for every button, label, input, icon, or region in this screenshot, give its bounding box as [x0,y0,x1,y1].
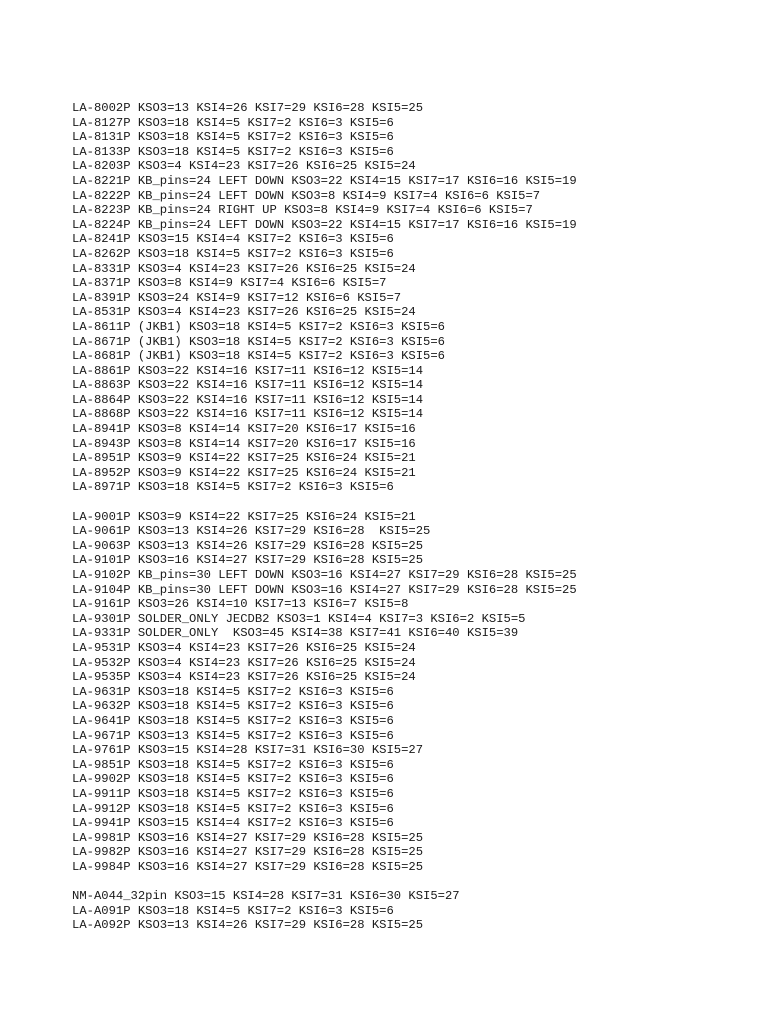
text-line: LA-8671P (JKB1) KSO3=18 KSI4=5 KSI7=2 KSI6=3 KSI5=6 [72,334,445,349]
text-line: LA-8131P KSO3=18 KSI4=5 KSI7=2 KSI6=3 KSI5=6 [72,130,394,145]
text-line: NM-A044_32pin KSO3=15 KSI4=28 KSI7=31 KSI6=30 KSI5=27 [72,889,460,904]
text-block [72,889,758,933]
text-line: LA-8127P KSO3=18 KSI4=5 KSI7=2 KSI6=3 KSI5=6 [72,115,394,130]
text-line: LA-8681P (JKB1) KSO3=18 KSI4=5 KSI7=2 KSI6=3 KSI5=6 [72,349,445,364]
text-line: LA-8224P KB_pins=24 LEFT DOWN KSO3=22 KSI4=15 KSI7=17 KSI6=16 KSI5=19 [72,217,577,232]
text-line: LA-9851P KSO3=18 KSI4=5 KSI7=2 KSI6=3 KSI5=6 [72,757,394,772]
text-line: LA-8221P KB_pins=24 LEFT DOWN KSO3=22 KSI4=15 KSI7=17 KSI6=16 KSI5=19 [72,173,577,188]
text-line: LA-8868P KSO3=22 KSI4=16 KSI7=11 KSI6=12 KSI5=14 [72,407,424,422]
text-line: LA-9641P KSO3=18 KSI4=5 KSI7=2 KSI6=3 KSI5=6 [72,713,394,728]
text-line: LA-9061P KSO3=13 KSI4=26 KSI7=29 KSI6=28 KSI5=25 [72,524,431,539]
text-line: LA-9001P KSO3=9 KSI4=22 KSI7=25 KSI6=24 KSI5=21 [72,509,416,524]
text-block [72,101,758,495]
text-line: LA-9301P SOLDER_ONLY JECDB2 KSO3=1 KSI4=4 KSI7=3 KSI6=2 KSI5=5 [72,611,526,626]
text-line: LA-8611P (JKB1) KSO3=18 KSI4=5 KSI7=2 KSI6=3 KSI5=6 [72,319,445,334]
text-line: LA-9535P KSO3=4 KSI4=23 KSI7=26 KSI6=25 KSI5=24 [72,670,416,685]
text-line: LA-9532P KSO3=4 KSI4=23 KSI7=26 KSI6=25 KSI5=24 [72,655,416,670]
text-line: LA-8203P KSO3=4 KSI4=23 KSI7=26 KSI6=25 KSI5=24 [72,159,416,174]
text-line: LA-9101P KSO3=16 KSI4=27 KSI7=29 KSI6=28 KSI5=25 [72,553,424,568]
text-line: LA-9984P KSO3=16 KSI4=27 KSI7=29 KSI6=28 KSI5=25 [72,859,424,874]
text-line: LA-9902P KSO3=18 KSI4=5 KSI7=2 KSI6=3 KSI5=6 [72,772,394,787]
text-line: LA-8241P KSO3=15 KSI4=4 KSI7=2 KSI6=3 KSI5=6 [72,232,394,247]
text-line: LA-9982P KSO3=16 KSI4=27 KSI7=29 KSI6=28 KSI5=25 [72,845,424,860]
text-line: LA-A092P KSO3=13 KSI4=26 KSI7=29 KSI6=28 KSI5=25 [72,918,424,933]
text-line: LA-8952P KSO3=9 KSI4=22 KSI7=25 KSI6=24 KSI5=21 [72,465,416,480]
text-line: LA-9102P KB_pins=30 LEFT DOWN KSO3=16 KSI4=27 KSI7=29 KSI6=28 KSI5=25 [72,568,577,582]
text-line: LA-8951P KSO3=9 KSI4=22 KSI7=25 KSI6=24 KSI5=21 [72,451,416,466]
text-line: LA-9911P KSO3=18 KSI4=5 KSI7=2 KSI6=3 KSI5=6 [72,786,394,801]
text-line: LA-9981P KSO3=16 KSI4=27 KSI7=29 KSI6=28 KSI5=25 [72,830,424,845]
text-line: LA-8863P KSO3=22 KSI4=16 KSI7=11 KSI6=12 KSI5=14 [72,378,424,393]
text-line: LA-8223P KB_pins=24 RIGHT UP KSO3=8 KSI4=9 KSI7=4 KSI6=6 KSI5=7 [72,203,533,218]
text-line: LA-8943P KSO3=8 KSI4=14 KSI7=20 KSI6=17 KSI5=16 [72,436,416,451]
text-block [72,510,758,875]
text-line: LA-9632P KSO3=18 KSI4=5 KSI7=2 KSI6=3 KSI5=6 [72,699,394,714]
text-line: LA-8531P KSO3=4 KSI4=23 KSI7=26 KSI6=25 KSI5=24 [72,305,416,320]
text-line: LA-8371P KSO3=8 KSI4=9 KSI7=4 KSI6=6 KSI5=7 [72,276,387,291]
text-line: LA-8262P KSO3=18 KSI4=5 KSI7=2 KSI6=3 KSI5=6 [72,246,394,261]
text-line: LA-9331P SOLDER_ONLY KSO3=45 KSI4=38 KSI7=41 KSI6=40 KSI5=39 [72,626,519,641]
text-line: LA-8864P KSO3=22 KSI4=16 KSI7=11 KSI6=12 KSI5=14 [72,392,424,407]
text-line: LA-8222P KB_pins=24 LEFT DOWN KSO3=8 KSI4=9 KSI7=4 KSI6=6 KSI5=7 [72,188,541,203]
text-line: LA-9941P KSO3=15 KSI4=4 KSI7=2 KSI6=3 KSI5=6 [72,816,394,831]
text-line: LA-9912P KSO3=18 KSI4=5 KSI7=2 KSI6=3 KSI5=6 [72,801,394,816]
text-line: LA-9671P KSO3=13 KSI4=5 KSI7=2 KSI6=3 KSI5=6 [72,728,394,743]
text-line: LA-8002P KSO3=13 KSI4=26 KSI7=29 KSI6=28 KSI5=25 [72,101,424,115]
document-page [72,101,758,947]
text-line: LA-A091P KSO3=18 KSI4=5 KSI7=2 KSI6=3 KSI5=6 [72,903,394,918]
text-line: LA-8133P KSO3=18 KSI4=5 KSI7=2 KSI6=3 KSI5=6 [72,144,394,159]
text-line: LA-8861P KSO3=22 KSI4=16 KSI7=11 KSI6=12 KSI5=14 [72,363,424,378]
text-line: LA-9761P KSO3=15 KSI4=28 KSI7=31 KSI6=30 KSI5=27 [72,743,424,758]
text-line: LA-8391P KSO3=24 KSI4=9 KSI7=12 KSI6=6 KSI5=7 [72,290,402,305]
text-line: LA-8941P KSO3=8 KSI4=14 KSI7=20 KSI6=17 KSI5=16 [72,422,416,437]
text-line: LA-9161P KSO3=26 KSI4=10 KSI7=13 KSI6=7 KSI5=8 [72,597,409,612]
text-line: LA-9531P KSO3=4 KSI4=23 KSI7=26 KSI6=25 KSI5=24 [72,640,416,655]
text-line: LA-8331P KSO3=4 KSI4=23 KSI7=26 KSI6=25 KSI5=24 [72,261,416,276]
text-line: LA-9063P KSO3=13 KSI4=26 KSI7=29 KSI6=28 KSI5=25 [72,538,424,553]
text-line: LA-8971P KSO3=18 KSI4=5 KSI7=2 KSI6=3 KSI5=6 [72,480,394,495]
text-line: LA-9104P KB_pins=30 LEFT DOWN KSO3=16 KSI4=27 KSI7=29 KSI6=28 KSI5=25 [72,582,577,597]
text-line: LA-9631P KSO3=18 KSI4=5 KSI7=2 KSI6=3 KSI5=6 [72,684,394,699]
